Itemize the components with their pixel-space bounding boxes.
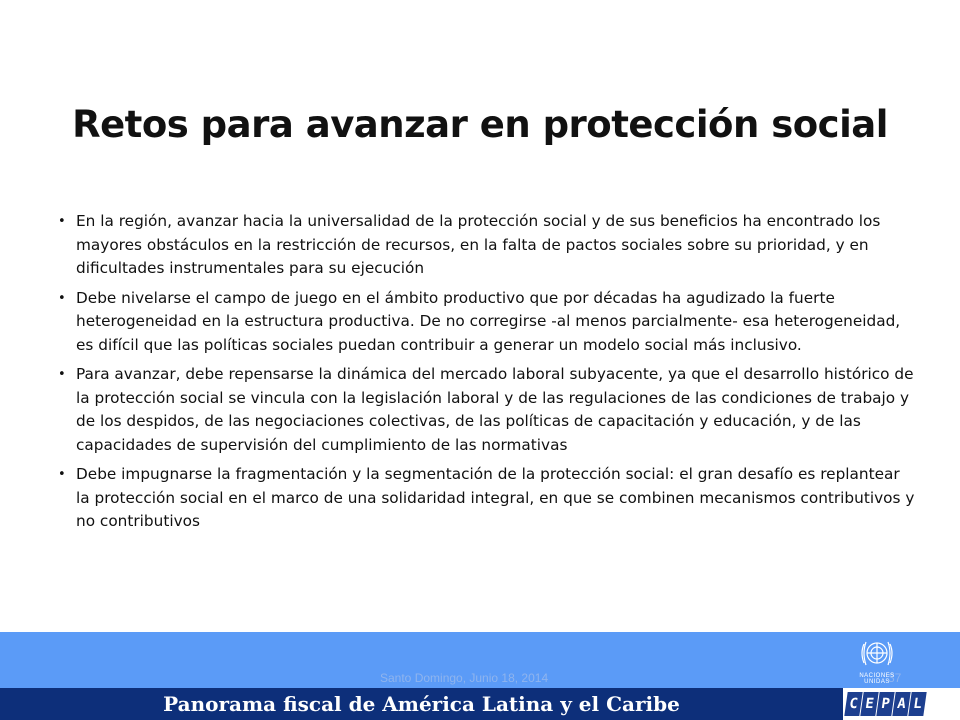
- bullet-icon: •: [58, 467, 66, 482]
- cepal-letter: L: [908, 692, 926, 716]
- cepal-letter: C: [844, 692, 862, 716]
- cepal-letter: P: [876, 692, 894, 716]
- bullet-text: Debe impugnarse la fragmentación y la segmentación de la protección social: el gran desafío es replantear la protección social en el marco de una solidaridad integral, en que se combinen mecanismos contributivos y no contributivos: [76, 465, 915, 530]
- cepal-letter: A: [892, 692, 910, 716]
- bullet-icon: •: [58, 290, 66, 306]
- footer-date: Santo Domingo, Junio 18, 2014: [380, 671, 549, 685]
- bullet-item: [56, 463, 916, 534]
- bullet-item: [56, 210, 916, 281]
- cepal-letter: E: [860, 692, 878, 716]
- cepal-logo: [846, 692, 925, 716]
- bullet-list: [56, 210, 916, 540]
- slide-title: Retos para avanzar en protección social: [72, 103, 888, 146]
- bullet-icon: •: [58, 367, 66, 382]
- page-number: 37: [888, 671, 902, 685]
- bullet-item: [56, 287, 916, 358]
- bullet-text: En la región, avanzar hacia la universalidad de la protección social y de sus beneficios ha encontrado los mayores obstáculos en la restricción de recursos, en la falta de pactos sociales sobre su prioridad, y en dificultades instrumentales para su ejecución: [76, 212, 881, 277]
- bullet-text: Debe nivelarse el campo de juego en el ámbito productivo que por décadas ha agudizado la fuerte heterogeneidad en la estructura productiva. De no corregirse -al menos parcialmente- esa heterogeneidad, es difícil que las políticas sociales puedan contribuir a generar un modelo social más inclusivo.: [76, 288, 901, 354]
- un-label: NACIONES UNIDAS: [859, 673, 895, 685]
- bullet-item: [56, 363, 916, 457]
- footer-title: Panorama fiscal de América Latina y el Caribe: [163, 692, 680, 716]
- bullet-text: Para avanzar, debe repensarse la dinámica del mercado laboral subyacente, ya que el desarrollo histórico de la protección social se vincula con la legislación laboral y de las regulaciones de las condiciones de trabajo y de los despidos, de las negociaciones colectivas, de las políticas de capacitación y educación, y de las capacidades de supervisión del cumplimiento de las normativas: [76, 365, 914, 454]
- bullet-icon: •: [58, 214, 66, 229]
- un-emblem-icon: [852, 636, 902, 672]
